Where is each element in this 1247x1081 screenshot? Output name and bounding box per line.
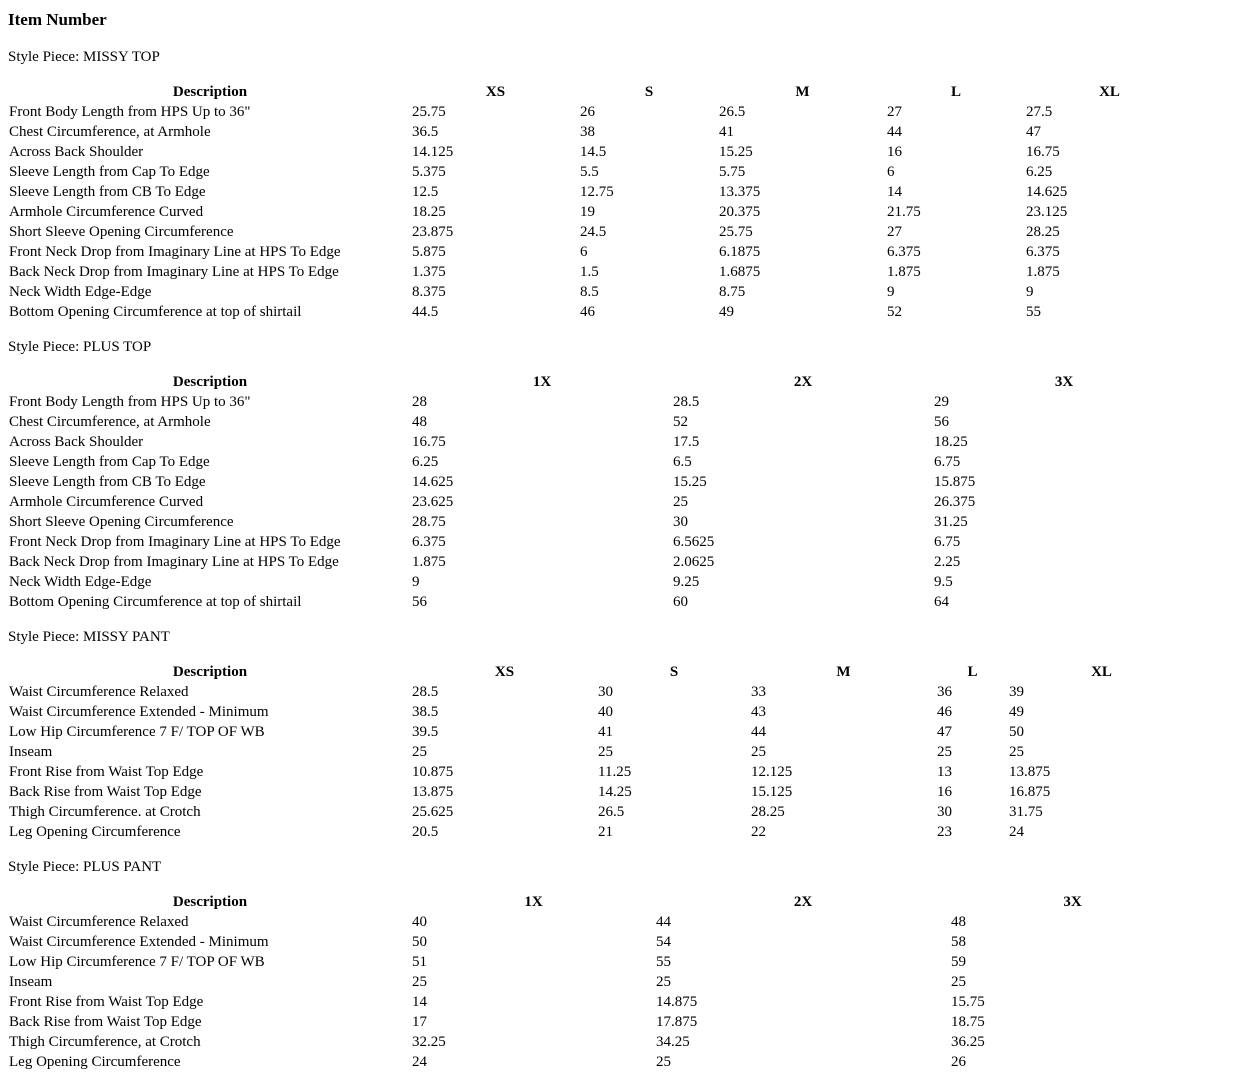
measurement-value: 14: [412, 994, 427, 1010]
measurement-value: 33: [751, 684, 766, 700]
measurement-value: 29: [934, 394, 949, 410]
measurement-value: 50: [412, 934, 427, 950]
spec-table: [8, 892, 1194, 1072]
measurement-value: 64: [934, 594, 949, 610]
measurement-description: Front Neck Drop from Imaginary Line at HPS To Edge: [9, 244, 341, 260]
measurement-value: 26: [951, 1054, 966, 1070]
measurement-value: 19: [580, 204, 595, 220]
measurement-value: 25: [656, 1054, 671, 1070]
table-row: [8, 912, 1194, 932]
measurement-description: Back Neck Drop from Imaginary Line at HPS To Edge: [9, 554, 339, 570]
measurement-value: 55: [1026, 304, 1041, 320]
table-row: [8, 932, 1194, 952]
table-row: [8, 822, 1194, 842]
measurement-description: Back Rise from Waist Top Edge: [9, 784, 202, 800]
measurement-description: Waist Circumference Relaxed: [9, 914, 189, 930]
measurement-value: 6: [887, 164, 895, 180]
measurement-description: Thigh Circumference. at Crotch: [9, 804, 201, 820]
measurement-value: 6.5: [673, 454, 692, 470]
measurement-description: Front Body Length from HPS Up to 36": [9, 394, 251, 410]
measurement-value: 14.625: [1026, 184, 1068, 200]
measurement-value: 13: [937, 764, 952, 780]
table-row: [8, 412, 1194, 432]
measurement-description: Leg Opening Circumference: [9, 1054, 181, 1070]
table-header-row: [8, 372, 1194, 392]
measurement-value: 34.25: [656, 1034, 690, 1050]
measurement-value: 12.75: [580, 184, 614, 200]
table-row: [8, 392, 1194, 412]
measurement-value: 6.1875: [719, 244, 761, 260]
measurement-value: 44: [751, 724, 766, 740]
table-row: [8, 722, 1194, 742]
measurement-value: 47: [937, 724, 952, 740]
measurement-description: Front Rise from Waist Top Edge: [9, 764, 204, 780]
measurement-value: 58: [951, 934, 966, 950]
measurement-value: 1.5: [580, 264, 599, 280]
measurement-value: 40: [598, 704, 613, 720]
measurement-value: 14.625: [412, 474, 454, 490]
measurement-value: 25: [412, 744, 427, 760]
measurement-value: 12.5: [412, 184, 439, 200]
table-header-row: [8, 82, 1193, 102]
measurement-value: 56: [412, 594, 427, 610]
measurement-value: 26.5: [598, 804, 625, 820]
column-header-size: XS: [485, 84, 506, 100]
measurement-description: Low Hip Circumference 7 F/ TOP OF WB: [9, 724, 265, 740]
measurement-value: 28.5: [673, 394, 700, 410]
measurement-description: Across Back Shoulder: [9, 144, 144, 160]
table-row: [8, 702, 1194, 722]
table-row: [8, 532, 1194, 552]
measurement-value: 15.25: [719, 144, 753, 160]
table-row: [8, 492, 1194, 512]
measurement-value: 14.125: [412, 144, 454, 160]
measurement-value: 22: [751, 824, 766, 840]
table-row: [8, 1052, 1194, 1072]
measurement-value: 14: [887, 184, 902, 200]
measurement-value: 15.75: [951, 994, 985, 1010]
measurement-value: 5.875: [412, 244, 446, 260]
measurement-value: 36.5: [412, 124, 439, 140]
table-row: [8, 552, 1194, 572]
measurement-value: 18.25: [412, 204, 446, 220]
column-header-size: 1X: [524, 894, 543, 910]
measurement-description: Across Back Shoulder: [9, 434, 144, 450]
table-row: [8, 162, 1193, 182]
table-row: [8, 102, 1193, 122]
measurement-value: 10.875: [412, 764, 454, 780]
measurement-value: 25: [656, 974, 671, 990]
table-row: [8, 472, 1194, 492]
section-missy-pant: [8, 627, 1238, 842]
table-row: [8, 302, 1193, 322]
measurement-value: 9: [412, 574, 420, 590]
measurement-description: Sleeve Length from Cap To Edge: [9, 454, 210, 470]
measurement-value: 9: [1026, 284, 1034, 300]
measurement-value: 8.75: [719, 284, 746, 300]
measurement-value: 28: [412, 394, 427, 410]
measurement-value: 24: [412, 1054, 427, 1070]
measurement-description: Bottom Opening Circumference at top of shirtail: [9, 304, 302, 320]
measurement-value: 5.5: [580, 164, 599, 180]
measurement-value: 13.875: [1009, 764, 1051, 780]
table-header-row: [8, 892, 1194, 912]
measurement-description: Armhole Circumference Curved: [9, 204, 204, 220]
measurement-value: 43: [751, 704, 766, 720]
table-row: [8, 742, 1194, 762]
column-header-description: Description: [172, 664, 248, 680]
measurement-description: Waist Circumference Extended - Minimum: [9, 934, 269, 950]
measurement-value: 36: [937, 684, 952, 700]
measurement-value: 2.25: [934, 554, 961, 570]
measurement-value: 8.375: [412, 284, 446, 300]
table-row: [8, 512, 1194, 532]
measurement-value: 16.75: [412, 434, 446, 450]
table-row: [8, 952, 1194, 972]
column-header-size: 1X: [532, 374, 552, 390]
measurement-description: Front Body Length from HPS Up to 36": [9, 104, 251, 120]
section-plus-pant: [8, 857, 1238, 1072]
measurement-value: 21.75: [887, 204, 921, 220]
measurement-value: 27: [887, 104, 902, 120]
measurement-value: 55: [656, 954, 671, 970]
measurement-value: 17.875: [656, 1014, 698, 1030]
column-header-size: XL: [1099, 84, 1120, 100]
table-row: [8, 592, 1194, 612]
measurement-value: 48: [951, 914, 966, 930]
table-row: [8, 992, 1194, 1012]
measurement-value: 8.5: [580, 284, 599, 300]
measurement-value: 31.75: [1009, 804, 1043, 820]
measurement-description: Waist Circumference Extended - Minimum: [9, 704, 269, 720]
measurement-value: 16: [887, 144, 902, 160]
measurement-value: 52: [673, 414, 688, 430]
measurement-value: 6: [580, 244, 588, 260]
section-plus-top: [8, 337, 1238, 612]
measurement-description: Chest Circumference, at Armhole: [9, 414, 211, 430]
measurement-value: 46: [580, 304, 595, 320]
measurement-value: 38: [580, 124, 595, 140]
measurement-value: 56: [934, 414, 949, 430]
measurement-value: 6.375: [1026, 244, 1060, 260]
column-header-size: M: [836, 664, 851, 680]
measurement-value: 49: [719, 304, 734, 320]
spec-table: [8, 662, 1194, 842]
measurement-description: Thigh Circumference, at Crotch: [9, 1034, 201, 1050]
measurement-value: 6.75: [934, 454, 961, 470]
measurement-value: 15.125: [751, 784, 793, 800]
measurement-value: 17.5: [673, 434, 700, 450]
measurement-value: 6.375: [412, 534, 446, 550]
measurement-value: 52: [887, 304, 902, 320]
measurement-value: 9.25: [673, 574, 700, 590]
table-row: [8, 452, 1194, 472]
column-header-size: 3X: [1054, 374, 1074, 390]
measurement-value: 20.5: [412, 824, 439, 840]
measurement-value: 20.375: [719, 204, 761, 220]
measurement-value: 30: [673, 514, 688, 530]
table-row: [8, 1012, 1194, 1032]
measurement-value: 14.875: [656, 994, 698, 1010]
measurement-value: 5.375: [412, 164, 446, 180]
measurement-value: 6.75: [934, 534, 961, 550]
column-header-size: XL: [1091, 664, 1112, 680]
measurement-value: 23.875: [412, 224, 454, 240]
column-header-size: L: [967, 664, 978, 680]
measurement-description: Bottom Opening Circumference at top of shirtail: [9, 594, 302, 610]
measurement-value: 5.75: [719, 164, 746, 180]
measurement-value: 14.5: [580, 144, 607, 160]
measurement-value: 1.375: [412, 264, 446, 280]
measurement-value: 25: [951, 974, 966, 990]
measurement-value: 39.5: [412, 724, 439, 740]
measurement-value: 9.5: [934, 574, 953, 590]
measurement-value: 6.25: [1026, 164, 1053, 180]
style-piece-label: Style Piece: PLUS PANT: [8, 859, 162, 875]
column-header-size: M: [795, 84, 810, 100]
measurement-description: Inseam: [9, 974, 53, 990]
measurement-value: 23.125: [1026, 204, 1068, 220]
table-row: [8, 202, 1193, 222]
measurement-value: 14.25: [598, 784, 632, 800]
table-row: [8, 1032, 1194, 1052]
measurement-value: 9: [887, 284, 895, 300]
measurement-value: 54: [656, 934, 671, 950]
measurement-value: 21: [598, 824, 613, 840]
measurement-value: 36.25: [951, 1034, 985, 1050]
column-header-size: 2X: [793, 894, 813, 910]
column-header-size: XS: [494, 664, 515, 680]
measurement-value: 18.25: [934, 434, 968, 450]
section-missy-top: [8, 47, 1238, 322]
measurement-value: 31.25: [934, 514, 968, 530]
table-row: [8, 762, 1194, 782]
measurement-value: 51: [412, 954, 427, 970]
measurement-value: 25: [751, 744, 766, 760]
measurement-value: 26.5: [719, 104, 746, 120]
measurement-description: Low Hip Circumference 7 F/ TOP OF WB: [9, 954, 265, 970]
measurement-description: Chest Circumference, at Armhole: [9, 124, 211, 140]
measurement-value: 26.375: [934, 494, 976, 510]
measurement-value: 28.75: [412, 514, 446, 530]
table-header-row: [8, 662, 1194, 682]
style-piece-label: Style Piece: PLUS TOP: [8, 339, 152, 355]
measurement-value: 28.5: [412, 684, 439, 700]
measurement-description: Armhole Circumference Curved: [9, 494, 204, 510]
measurement-value: 30: [937, 804, 952, 820]
measurement-value: 25: [673, 494, 688, 510]
table-row: [8, 122, 1193, 142]
measurement-value: 28.25: [751, 804, 785, 820]
measurement-value: 25.75: [719, 224, 753, 240]
measurement-value: 25: [937, 744, 952, 760]
measurement-description: Front Rise from Waist Top Edge: [9, 994, 204, 1010]
table-row: [8, 262, 1193, 282]
measurement-value: 48: [412, 414, 427, 430]
measurement-value: 1.875: [412, 554, 446, 570]
table-row: [8, 282, 1193, 302]
column-header-size: S: [644, 84, 654, 100]
style-piece-label: Style Piece: MISSY TOP: [8, 49, 160, 65]
table-row: [8, 242, 1193, 262]
measurement-value: 15.875: [934, 474, 976, 490]
measurement-value: 1.875: [887, 264, 921, 280]
measurement-description: Neck Width Edge-Edge: [9, 284, 152, 300]
measurement-value: 44.5: [412, 304, 439, 320]
measurement-description: Waist Circumference Relaxed: [9, 684, 189, 700]
table-row: [8, 782, 1194, 802]
measurement-description: Neck Width Edge-Edge: [9, 574, 152, 590]
measurement-description: Short Sleeve Opening Circumference: [9, 224, 234, 240]
measurement-value: 40: [412, 914, 427, 930]
measurement-value: 28.25: [1026, 224, 1060, 240]
table-row: [8, 432, 1194, 452]
measurement-value: 1.875: [1026, 264, 1060, 280]
table-row: [8, 572, 1194, 592]
measurement-value: 25.625: [412, 804, 454, 820]
measurement-value: 24.5: [580, 224, 607, 240]
measurement-description: Back Rise from Waist Top Edge: [9, 1014, 202, 1030]
measurement-value: 49: [1009, 704, 1024, 720]
measurement-value: 60: [673, 594, 688, 610]
column-header-size: S: [669, 664, 679, 680]
measurement-description: Sleeve Length from CB To Edge: [9, 184, 206, 200]
measurement-value: 25.75: [412, 104, 446, 120]
page-title: Item Number: [8, 10, 107, 29]
measurement-value: 18.75: [951, 1014, 985, 1030]
measurement-value: 2.0625: [673, 554, 715, 570]
measurement-value: 44: [656, 914, 671, 930]
measurement-value: 11.25: [598, 764, 632, 780]
measurement-value: 25: [412, 974, 427, 990]
style-piece-label: Style Piece: MISSY PANT: [8, 629, 170, 645]
measurement-value: 27: [887, 224, 902, 240]
measurement-value: 27.5: [1026, 104, 1053, 120]
measurement-value: 16.75: [1026, 144, 1060, 160]
measurement-value: 16.875: [1009, 784, 1051, 800]
measurement-value: 59: [951, 954, 966, 970]
measurement-description: Leg Opening Circumference: [9, 824, 181, 840]
table-row: [8, 802, 1194, 822]
spec-table: [8, 82, 1193, 322]
table-row: [8, 972, 1194, 992]
measurement-value: 17: [412, 1014, 427, 1030]
measurement-value: 32.25: [412, 1034, 446, 1050]
column-header-size: 3X: [1063, 894, 1082, 910]
column-header-description: Description: [172, 374, 248, 390]
measurement-value: 38.5: [412, 704, 439, 720]
measurement-value: 39: [1009, 684, 1024, 700]
measurement-value: 41: [719, 124, 734, 140]
measurement-value: 13.375: [719, 184, 761, 200]
measurement-value: 6.5625: [673, 534, 715, 550]
column-header-description: Description: [172, 84, 248, 100]
measurement-value: 47: [1026, 124, 1041, 140]
measurement-value: 50: [1009, 724, 1024, 740]
spec-table: [8, 372, 1194, 612]
measurement-value: 16: [937, 784, 952, 800]
measurement-description: Front Neck Drop from Imaginary Line at HPS To Edge: [9, 534, 341, 550]
measurement-description: Short Sleeve Opening Circumference: [9, 514, 234, 530]
measurement-value: 26: [580, 104, 595, 120]
measurement-value: 30: [598, 684, 613, 700]
table-row: [8, 222, 1193, 242]
measurement-description: Back Neck Drop from Imaginary Line at HPS To Edge: [9, 264, 339, 280]
table-row: [8, 142, 1193, 162]
measurement-value: 25: [1009, 744, 1024, 760]
measurement-value: 46: [937, 704, 952, 720]
measurement-value: 6.25: [412, 454, 439, 470]
measurement-value: 13.875: [412, 784, 454, 800]
column-header-size: 2X: [793, 374, 813, 390]
column-header-description: Description: [172, 894, 248, 910]
column-header-size: L: [950, 84, 961, 100]
measurement-value: 24: [1009, 824, 1024, 840]
measurement-value: 12.125: [751, 764, 793, 780]
measurement-description: Inseam: [9, 744, 53, 760]
measurement-value: 6.375: [887, 244, 921, 260]
table-row: [8, 182, 1193, 202]
measurement-value: 1.6875: [719, 264, 761, 280]
measurement-value: 44: [887, 124, 902, 140]
measurement-description: Sleeve Length from CB To Edge: [9, 474, 206, 490]
measurement-value: 41: [598, 724, 613, 740]
measurement-value: 25: [598, 744, 613, 760]
measurement-value: 23: [937, 824, 952, 840]
table-row: [8, 682, 1194, 702]
measurement-value: 15.25: [673, 474, 707, 490]
measurement-value: 23.625: [412, 494, 454, 510]
measurement-description: Sleeve Length from Cap To Edge: [9, 164, 210, 180]
